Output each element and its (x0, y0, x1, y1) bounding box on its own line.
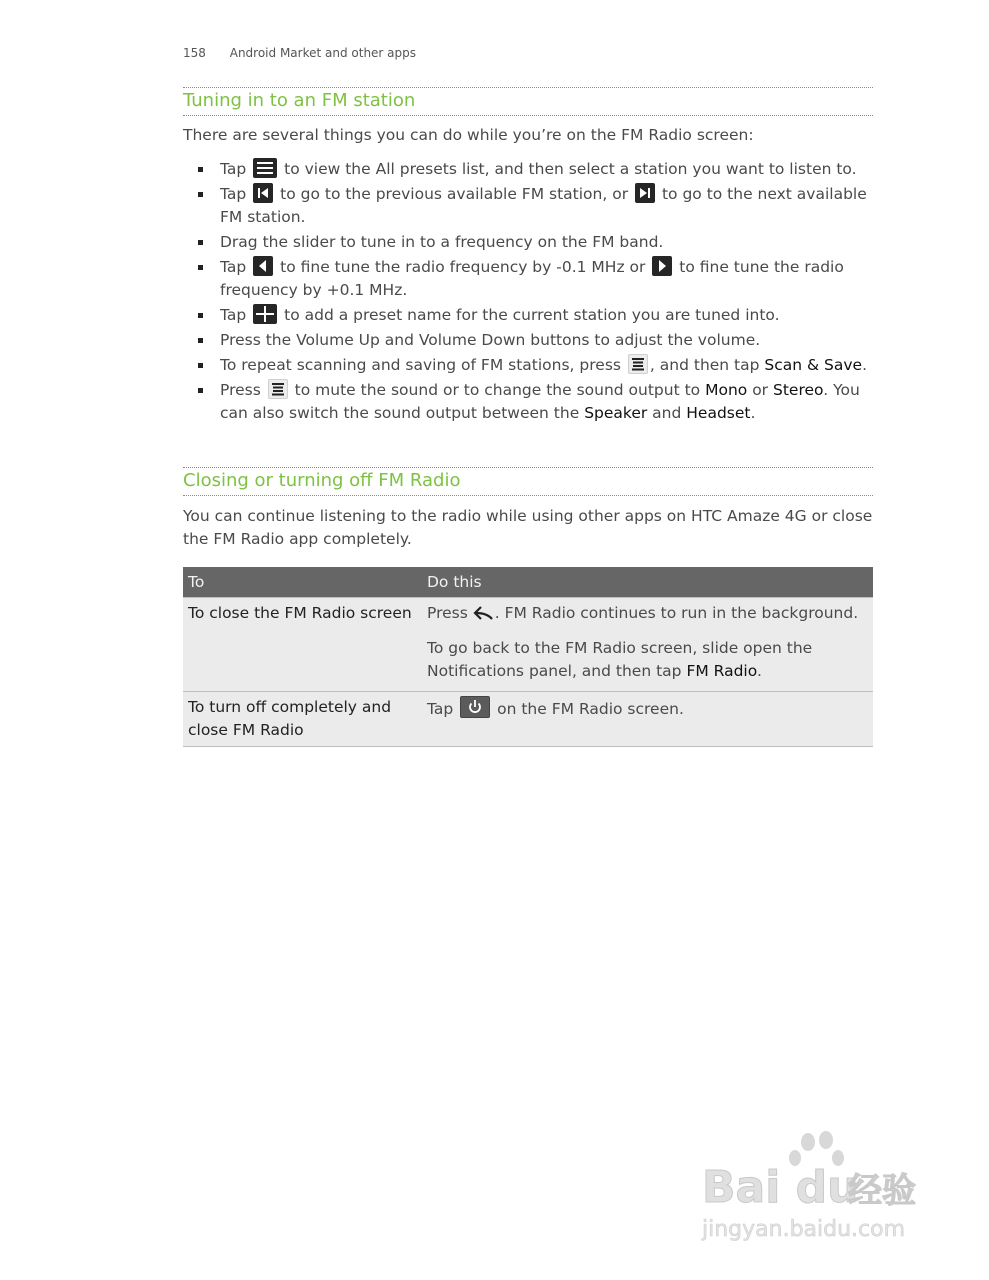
chapter-title: Android Market and other apps (229, 46, 417, 60)
column-header: To (188, 573, 205, 591)
list-item: Tap to view the All presets list, and then select a station you want to listen to. (183, 158, 883, 181)
table-cell: To turn off completely and close FM Radio (188, 698, 392, 739)
list-icon (253, 158, 277, 178)
list-item: Drag the slider to tune in to a frequency on the FM band. (183, 231, 883, 254)
previous-icon (253, 183, 273, 203)
menu-icon (268, 379, 288, 399)
list-item: Tap to fine tune the radio frequency by -0.1 MHz or to fine tune the radio frequency by +0.1 MHz. (183, 256, 883, 302)
watermark-brand: Bai du (702, 1162, 859, 1213)
column-header: Do this (427, 573, 482, 591)
table-row (183, 597, 873, 691)
section-title-tuning: Tuning in to an FM station (183, 87, 873, 116)
power-icon (460, 696, 490, 718)
plus-icon (253, 304, 277, 324)
right-arrow-icon (652, 256, 672, 276)
page-number: 158 (183, 46, 206, 60)
list-item: To repeat scanning and saving of FM stations, press , and then tap Scan & Save. (183, 354, 883, 377)
page-header (183, 46, 416, 60)
watermark-cn: 经验 (848, 1171, 916, 1211)
table-row (183, 691, 873, 747)
list-item: Press to mute the sound or to change the sound output to Mono or Stereo. You can also switch the sound output between the Speaker and Headset. (183, 379, 883, 425)
section-intro-tuning: There are several things you can do while you’re on the FM Radio screen: (183, 126, 754, 144)
table-cell: Press . FM Radio continues to run in the background. To go back to the FM Radio screen, slide open the Notifications panel, and then tap FM Radio. (427, 604, 859, 680)
back-icon (473, 605, 495, 628)
next-icon (635, 183, 655, 203)
table-cell: Tap on the FM Radio screen. (422, 692, 873, 746)
watermark-url: jingyan.baidu.com (702, 1217, 906, 1242)
section-intro-closing: You can continue listening to the radio while using other apps on HTC Amaze 4G or close the FM Radio app completely. (183, 507, 873, 548)
list-item: Press the Volume Up and Volume Down buttons to adjust the volume. (183, 329, 883, 352)
table-cell: To close the FM Radio screen (188, 604, 412, 622)
list-item: Tap to go to the previous available FM station, or to go to the next available FM station. (183, 183, 883, 229)
section-title-closing: Closing or turning off FM Radio (183, 467, 873, 496)
baidu-watermark (700, 1130, 940, 1250)
tips-list (183, 158, 883, 427)
table-header (183, 567, 873, 597)
actions-table (183, 567, 873, 747)
menu-icon (628, 354, 648, 374)
list-item: Tap to add a preset name for the current station you are tuned into. (183, 304, 883, 327)
left-arrow-icon (253, 256, 273, 276)
